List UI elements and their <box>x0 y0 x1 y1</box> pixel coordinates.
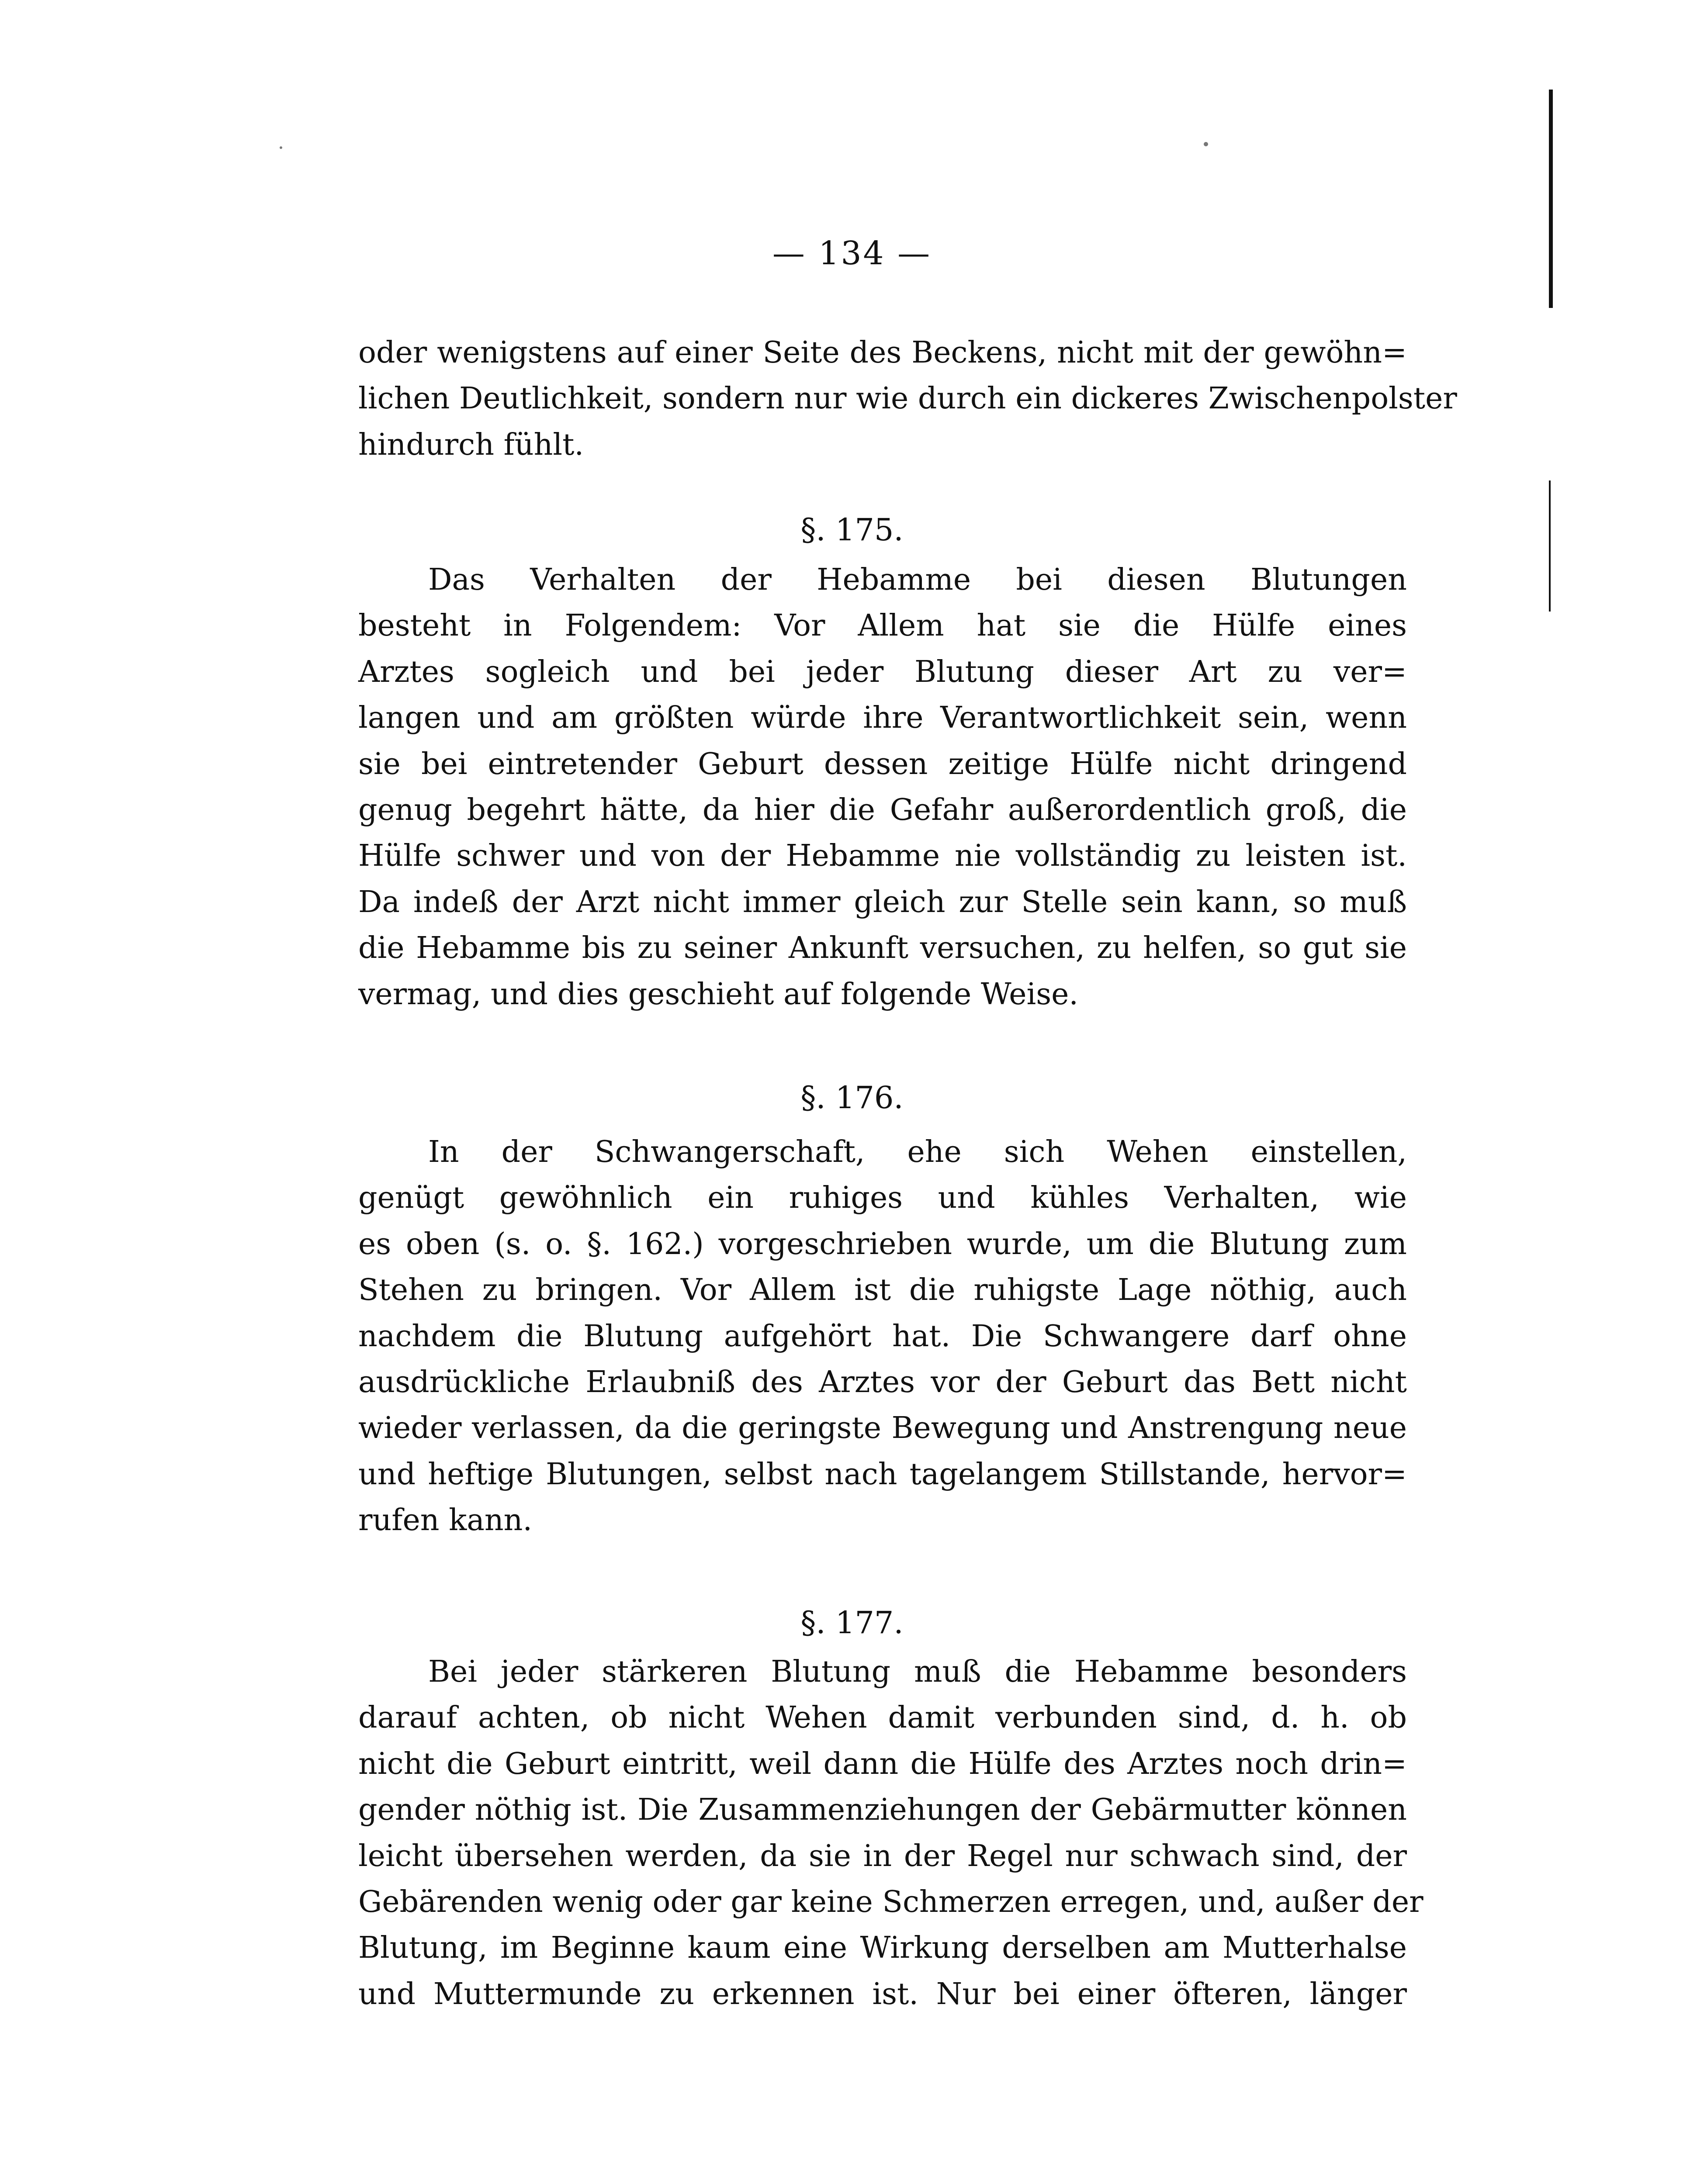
text-line: Da indeß der Arzt nicht immer gleich zur Stelle sein kann, so muß <box>358 885 1407 919</box>
text-line: nicht die Geburt eintritt, weil dann die Hülfe des Arztes noch drin= <box>358 1746 1407 1781</box>
dust-speck <box>280 146 282 149</box>
text-line: es oben (s. o. §. 162.) vorgeschrieben wurde, um die Blutung zum <box>358 1227 1407 1261</box>
text-line: Das Verhalten der Hebamme bei diesen Blutungen <box>428 563 1407 597</box>
text-line: oder wenigstens auf einer Seite des Beckens, nicht mit der gewöhn= <box>358 335 1407 370</box>
text-line: leicht übersehen werden, da sie in der Regel nur schwach sind, der <box>358 1838 1407 1873</box>
text-line: genug begehrt hätte, da hier die Gefahr außerordentlich groß, die <box>358 793 1407 828</box>
text-line: und heftige Blutungen, selbst nach tagelangem Stillstande, hervor= <box>358 1457 1407 1492</box>
text-line: Bei jeder stärkeren Blutung muß die Hebamme besonders <box>428 1655 1407 1689</box>
text-line: wieder verlassen, da die geringste Bewegung und Anstrengung neue <box>358 1411 1407 1446</box>
text-line: hindurch fühlt. <box>358 427 584 462</box>
text-line: darauf achten, ob nicht Wehen damit verbunden sind, d. h. ob <box>358 1700 1407 1735</box>
text-line: rufen kann. <box>358 1503 533 1538</box>
text-line: lichen Deutlichkeit, sondern nur wie durch ein dickeres Zwischenpolster <box>358 381 1457 416</box>
text-line: Arztes sogleich und bei jeder Blutung dieser Art zu ver= <box>358 654 1407 689</box>
text-line: und Muttermunde zu erkennen ist. Nur bei einer öfteren, länger <box>358 1977 1407 2011</box>
text-line: ausdrückliche Erlaubniß des Arztes vor der Geburt das Bett nicht <box>358 1365 1407 1400</box>
text-line: Stehen zu bringen. Vor Allem ist die ruhigste Lage nöthig, auch <box>358 1273 1407 1308</box>
text-line: sie bei eintretender Geburt dessen zeitige Hülfe nicht dringend <box>358 746 1407 781</box>
text-line: gender nöthig ist. Die Zusammenziehungen der Gebärmutter können <box>358 1793 1407 1828</box>
page-edge-rule-top <box>1549 90 1553 308</box>
section-heading-175: §. 175. <box>800 512 904 548</box>
continuation-paragraph <box>358 330 1457 468</box>
text-line: Hülfe schwer und von der Hebamme nie vollständig zu leisten ist. <box>358 839 1407 874</box>
text-line: Gebärenden wenig oder gar keine Schmerzen erregen, und, außer der <box>358 1885 1423 1920</box>
text-line: langen und am größten würde ihre Verantwortlichkeit sein, wenn <box>358 701 1407 736</box>
page-number: — 134 — <box>772 235 932 272</box>
text-line: In der Schwangerschaft, ehe sich Wehen einstellen, <box>428 1135 1407 1169</box>
text-line: vermag, und dies geschieht auf folgende Weise. <box>358 977 1079 1012</box>
text-line: die Hebamme bis zu seiner Ankunft versuchen, zu helfen, so gut sie <box>358 931 1407 966</box>
paragraph-176 <box>358 1129 1407 1544</box>
paragraph-175 <box>358 557 1407 1017</box>
text-line: genügt gewöhnlich ein ruhiges und kühles Verhalten, wie <box>358 1181 1407 1216</box>
dust-speck <box>1204 142 1208 146</box>
text-line: besteht in Folgendem: Vor Allem hat sie die Hülfe eines <box>358 608 1407 643</box>
text-line: Blutung, im Beginne kaum eine Wirkung derselben am Mutterhalse <box>358 1931 1407 1966</box>
text-line: nachdem die Blutung aufgehört hat. Die Schwangere darf ohne <box>358 1319 1407 1354</box>
paragraph-177 <box>358 1649 1423 2017</box>
section-heading-177: §. 177. <box>800 1605 904 1641</box>
section-heading-176: §. 176. <box>800 1080 904 1116</box>
